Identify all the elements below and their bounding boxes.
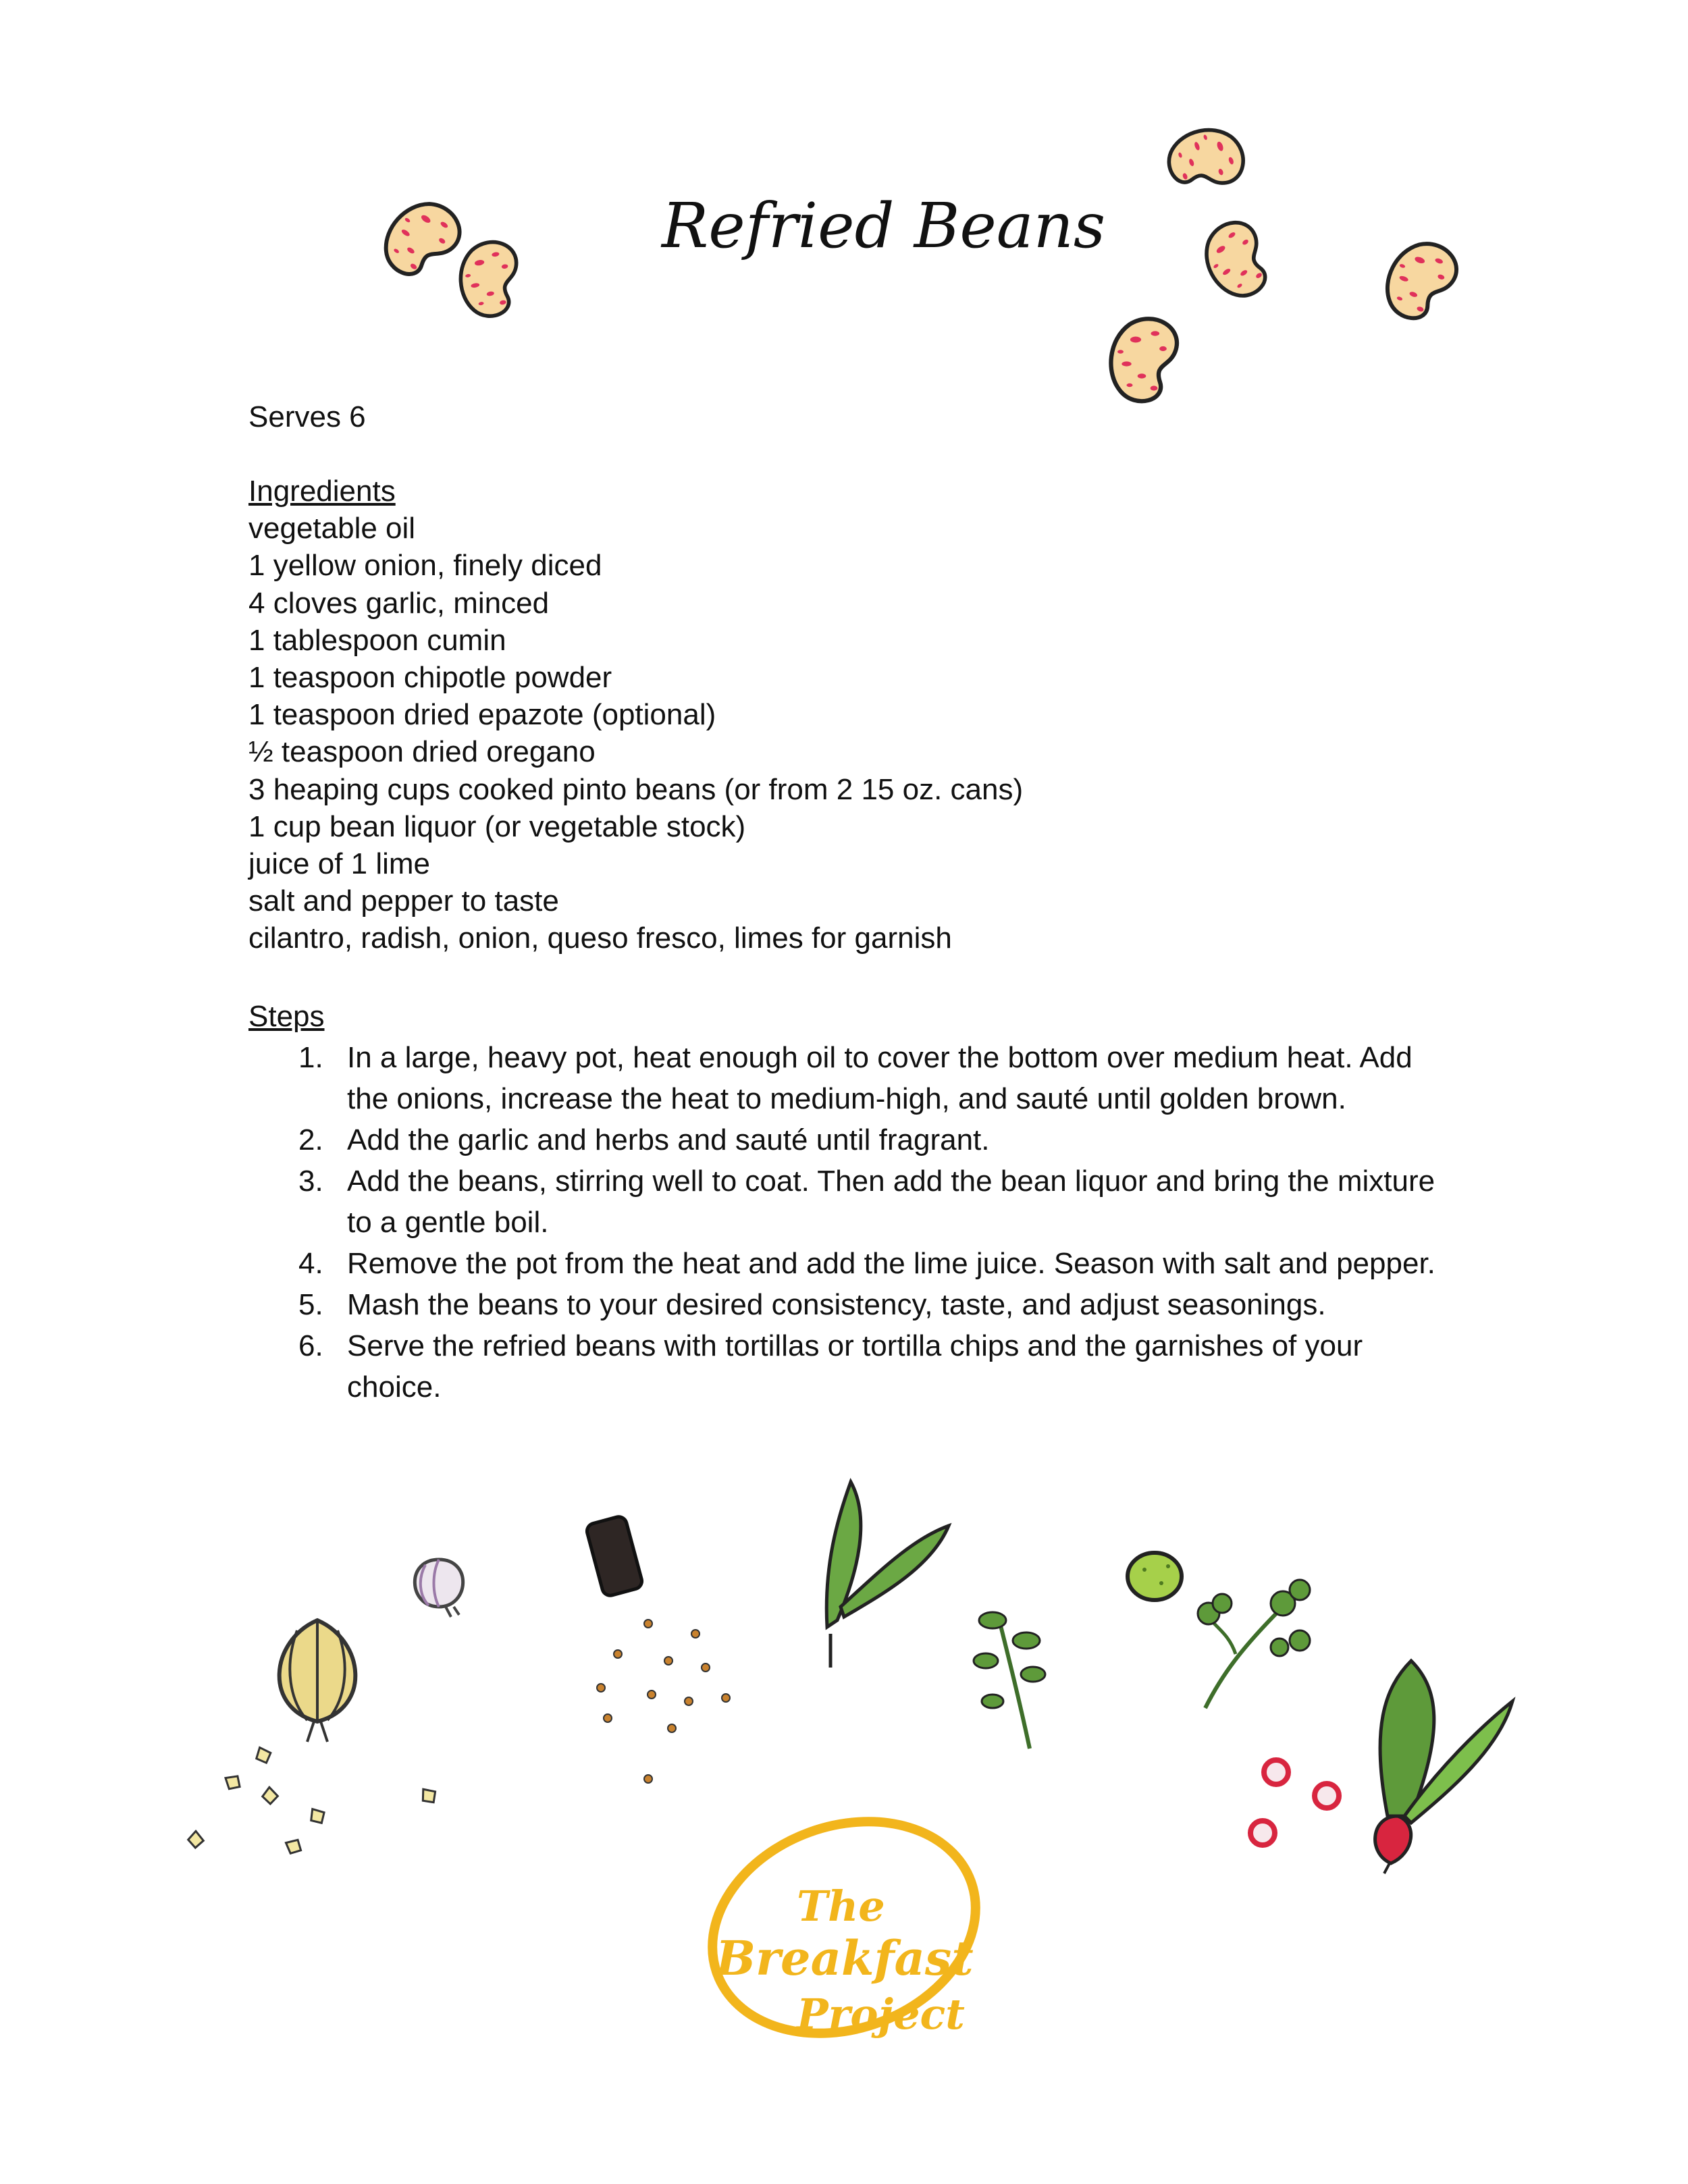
radish-slice-icon (1264, 1760, 1288, 1784)
logo-text-the: The (797, 1882, 885, 1931)
step-item (248, 1161, 1457, 1243)
ingredient-item: 1 teaspoon dried epazote (optional) (248, 698, 716, 732)
step-text: Add the beans, stirring well to coat. Then add the bean liquor and bring the mixture to a gentle boil. (347, 1165, 1435, 1239)
pinto-bean-icon (454, 238, 525, 321)
spice-shaker-icon (585, 1515, 643, 1597)
radish-icon (1375, 1661, 1512, 1873)
step-item (248, 1037, 1457, 1119)
radish-slice-icon (1250, 1821, 1275, 1845)
spice-seed-icon (722, 1694, 730, 1702)
onion-bit-icon (422, 1789, 436, 1803)
spice-seed-icon (668, 1724, 676, 1732)
oregano-sprig-icon (974, 1612, 1045, 1749)
ingredient-item: 1 yellow onion, finely diced (248, 549, 602, 583)
ingredient-item: ½ teaspoon dried oregano (248, 735, 596, 769)
spice-seed-icon (691, 1630, 700, 1638)
spice-seed-icon (614, 1650, 622, 1658)
steps-heading: Steps (248, 1000, 325, 1033)
step-number: 1. (298, 1041, 323, 1074)
step-number: 4. (298, 1247, 323, 1280)
serves-text: Serves 6 (248, 400, 366, 433)
spice-seed-icon (597, 1684, 605, 1692)
step-item (248, 1284, 1457, 1325)
onion-bit-icon (261, 1787, 278, 1804)
ingredient-item: 1 teaspoon chipotle powder (248, 661, 612, 695)
ingredient-item: 1 cup bean liquor (or vegetable stock) (248, 809, 746, 843)
ingredient-item: vegetable oil (248, 512, 416, 545)
spice-seed-icon (644, 1775, 652, 1783)
ingredient-item: 4 cloves garlic, minced (248, 586, 550, 620)
step-text: Add the garlic and herbs and sauté until fragrant. (347, 1123, 990, 1156)
recipe-title: Refried Beans (662, 190, 1106, 262)
step-number: 2. (298, 1123, 323, 1156)
ingredients-heading: Ingredients (248, 475, 396, 508)
spice-seed-icon (664, 1657, 672, 1665)
step-item (248, 1243, 1457, 1284)
breakfast-project-logo (683, 1786, 1005, 2069)
onion-bit-icon (187, 1831, 204, 1848)
garlic-icon (415, 1560, 463, 1617)
pinto-bean-icon (1192, 213, 1282, 307)
step-item (248, 1119, 1457, 1161)
spice-seed-icon (644, 1620, 652, 1628)
ingredient-item: 3 heaping cups cooked pinto beans (or from 2 15 oz. cans) (248, 772, 1024, 806)
ingredients-list (248, 510, 1531, 957)
spice-seed-icon (604, 1714, 612, 1722)
step-text: Remove the pot from the heat and add the lime juice. Season with salt and pepper. (347, 1247, 1435, 1280)
spice-seed-icon (685, 1697, 693, 1705)
onion-bit-icon (255, 1747, 271, 1763)
step-item (248, 1325, 1457, 1408)
radish-slice-icon (1315, 1784, 1339, 1808)
cilantro-icon (1198, 1580, 1310, 1708)
ingredient-item: cilantro, radish, onion, queso fresco, limes for garnish (248, 922, 952, 955)
logo-text-breakfast: Breakfast (716, 1930, 974, 1986)
steps-section (248, 996, 1457, 1408)
pinto-bean-icon (373, 190, 469, 289)
epazote-leaf-icon (826, 1482, 949, 1668)
ingredient-item: 1 tablespoon cumin (248, 623, 506, 657)
spice-seed-icon (702, 1663, 710, 1672)
onion-bit-icon (286, 1838, 301, 1854)
ingredients-section (248, 473, 1531, 957)
step-text: Serve the refried beans with tortillas or tortilla chips and the garnishes of your choice. (347, 1329, 1363, 1404)
step-number: 6. (298, 1329, 323, 1362)
onion-bit-icon (226, 1775, 240, 1790)
pinto-bean-icon (1378, 234, 1463, 328)
steps-list (248, 1037, 1457, 1408)
pinto-bean-icon (1161, 119, 1250, 200)
step-number: 3. (298, 1165, 323, 1198)
spice-seed-icon (648, 1690, 656, 1699)
step-text: In a large, heavy pot, heat enough oil to cover the bottom over medium heat. Add the onions, increase the heat to medium-high, and sauté until golden brown. (347, 1041, 1413, 1115)
pinto-bean-icon (1111, 319, 1177, 401)
onion-icon (280, 1620, 356, 1742)
ingredient-item: salt and pepper to taste (248, 884, 559, 918)
logo-text-project: Project (797, 1990, 965, 2039)
step-number: 5. (298, 1288, 323, 1321)
step-text: Mash the beans to your desired consistency, taste, and adjust seasonings. (347, 1288, 1326, 1321)
onion-bit-icon (311, 1809, 325, 1823)
lime-icon (1128, 1553, 1182, 1600)
ingredient-item: juice of 1 lime (248, 847, 431, 881)
